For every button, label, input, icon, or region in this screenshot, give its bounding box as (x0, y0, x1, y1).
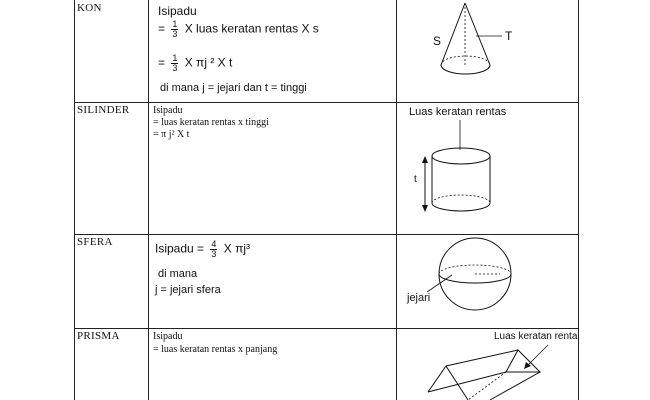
cone-label-t: T (505, 29, 513, 43)
silinder-formula-line2: = luas keratan rentas x tinggi (153, 117, 269, 128)
sfera-formula-line2: di mana (158, 268, 198, 280)
cylinder-label-t: t (414, 174, 417, 185)
kon-fraction-1-num: 1 (172, 19, 178, 29)
prism-top-ridge (446, 350, 518, 366)
sfera-formula-suffix: X πj³ (223, 241, 251, 256)
kon-formula-line1: Isipadu (158, 4, 197, 18)
prism-end-triangle (506, 350, 540, 372)
prisma-formula-line2: = luas keratan rentas x panjang (153, 344, 278, 355)
kon-fraction-2-num: 1 (172, 53, 178, 63)
sfera-formula-prefix: Isipadu = (155, 241, 205, 256)
prism-hidden-edge (468, 372, 506, 400)
kon-formula-line2-prefix: = (158, 21, 166, 36)
sphere-label-radius: jejari (407, 292, 431, 304)
shape-name-prisma: PRISMA (77, 330, 120, 342)
silinder-formula-line1: Isipadu (153, 105, 183, 116)
kon-formula-line3-prefix: = (158, 55, 166, 70)
cylinder-title-label: Luas keratan rentas (409, 106, 507, 118)
prisma-formula-line1: Isipadu (153, 331, 183, 342)
cone-label-s: S (433, 34, 442, 48)
shape-name-kon: KON (77, 2, 102, 14)
shape-name-silinder: SILINDER (77, 104, 130, 116)
kon-fraction-1-den: 3 (172, 29, 178, 39)
kon-formula-line2-suffix: X luas keratan rentas X s (184, 21, 319, 36)
silinder-formula-line3: = π j² X t (153, 129, 190, 140)
prism-front-edge (490, 372, 540, 400)
prism-title-label: Luas keratan renta (494, 331, 578, 342)
prism-title-pointer (526, 345, 548, 367)
shape-name-sfera: SFERA (77, 236, 113, 248)
kon-formula-line4: di mana j = jejari dan t = tinggi (160, 82, 307, 94)
sfera-fraction-den: 3 (211, 249, 217, 259)
sfera-formula-line3: j = jejari sfera (155, 284, 221, 296)
sfera-fraction-num: 4 (211, 239, 217, 249)
kon-formula-line3-suffix: X πj ² X t (184, 55, 233, 70)
kon-fraction-2-den: 3 (172, 63, 178, 73)
